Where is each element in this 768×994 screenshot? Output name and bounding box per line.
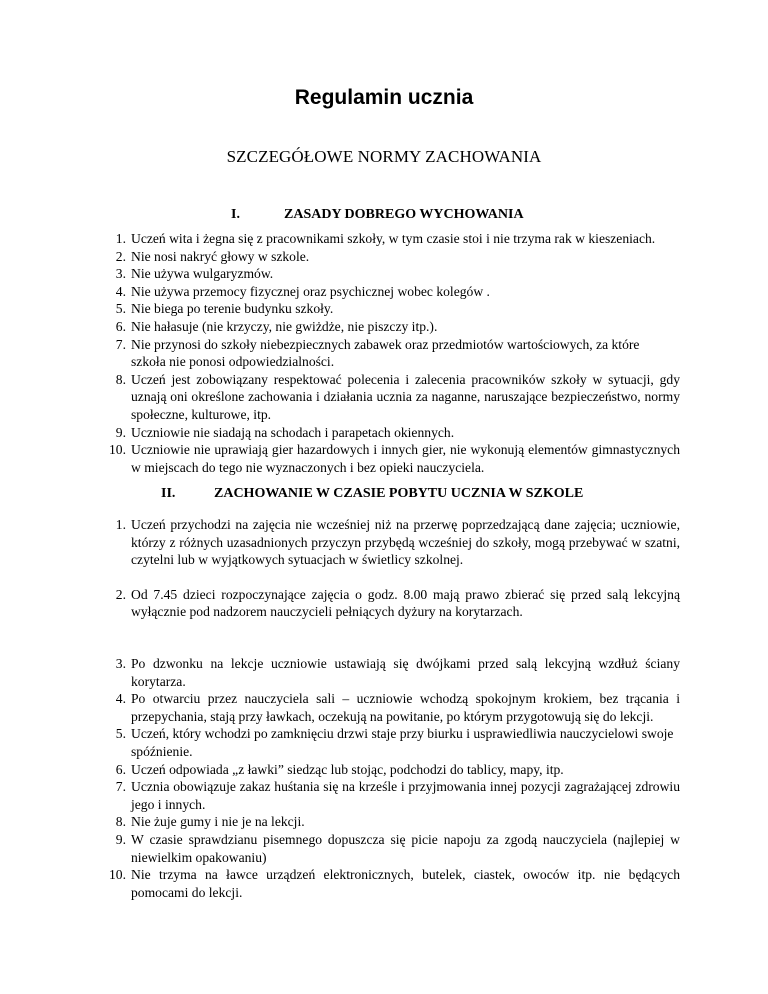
section-1-number: I. [231,207,240,222]
list-item: 9. Uczniowie nie siadają na schodach i parapetach okiennych. [115,424,455,440]
list-item: 7. Nie przynosi do szkoły niebezpiecznych zabawek oraz przedmiotów wartościowych, za które szkoła nie ponosi odpowiedzialności. [115,336,640,370]
list-item: 5. Uczeń, który wchodzi po zamknięciu drzwi staje przy biurku i usprawiedliwia nauczycielowi swoje spóźnienie. [115,726,674,759]
document-subtitle: SZCZEGÓŁOWE NORMY ZACHOWANIA [226,147,542,166]
section-2-list-b [108,655,680,901]
list-item: 2. Nie nosi nakryć głowy w szkole. [115,248,310,264]
list-item: 2. Od 7.45 dzieci rozpoczynające zajęcia o godz. 8.00 mają prawo zbierać się przed salą lekcyjną wyłącznie pod nadzorem nauczycieli pełniących dyżury na korytarzach. [115,586,680,620]
list-item: 6. Uczeń odpowiada „z ławki” siedząc lub stojąc, podchodzi do tablicy, mapy, itp. [115,761,564,777]
list-item: 10. Uczniowie nie uprawiają gier hazardowych i innych gier, nie wykonują elementów gimnastycznych w miejscach do tego nie wyznaczonych i bez opieki nauczyciela. [109,442,680,475]
list-item: 1. Uczeń przychodzi na zajęcia nie wcześniej niż na przerwę poprzedzającą dane zajęcia; uczniowie, którzy z różnych uzasadnionych przyczyn przybędą wcześniej do szkoły, mogą przebywać w szatni, czytelni lub w wyjątkowych sytuacjach w świetlicy szkolnej. [115,517,680,568]
list-item: 1. Uczeń wita i żegna się z pracownikami szkoły, w tym czasie stoi i nie trzyma rak w kieszeniach. [115,231,656,246]
list-item: 3. Nie używa wulgaryzmów. [115,266,274,282]
section-1-list [108,230,680,476]
list-item: 6. Nie hałasuje (nie krzyczy, nie gwiżdże, nie piszczy itp.). [115,318,438,334]
list-item: 7. Ucznia obowiązuje zakaz huśtania się na krześle i przyjmowania innej pozycji zagrażającej zdrowiu jego i innych. [115,779,680,812]
list-item: 8. Nie żuje gumy i nie je na lekcji. [115,814,305,830]
list-item: 8. Uczeń jest zobowiązany respektować polecenia i zalecenia pracowników szkoły w sytuacji, gdy uznają oni określone zachowania i działania ucznia za naganne, naruszające bezpieczeństwo, normy społeczne, kulturowe, itp. [115,371,680,422]
list-item: 3. Po dzwonku na lekcje uczniowie ustawiają się dwójkami przed salą lekcyjną wzdłuż ściany korytarza. [115,656,680,689]
section-2-title: ZACHOWANIE W CZASIE POBYTU UCZNIA W SZKOLE [214,486,584,501]
section-2-list-a [108,516,680,621]
list-item: 4. Nie używa przemocy fizycznej oraz psychicznej wobec kolegów . [115,283,490,299]
list-item: 10. Nie trzyma na ławce urządzeń elektronicznych, butelek, ciastek, owoców itp. nie będących pomocami do lekcji. [109,867,680,900]
section-1-title: ZASADY DOBREGO WYCHOWANIA [284,207,524,222]
list-item: 5. Nie biega po terenie budynku szkoły. [115,301,334,317]
list-item: 9. W czasie sprawdzianu pisemnego dopuszcza się picie napoju za zgodą nauczyciela (najlepiej w niewielkim opakowaniu) [115,831,680,865]
section-2-number: II. [161,486,176,501]
document-title: Regulamin ucznia [294,86,474,109]
list-item: 4. Po otwarciu przez nauczyciela sali – uczniowie wchodzą spokojnym krokiem, bez trącania i przepychania, stają przy ławkach, oczekują na powitanie, po którym przygotowują się do lekcji. [115,691,680,724]
